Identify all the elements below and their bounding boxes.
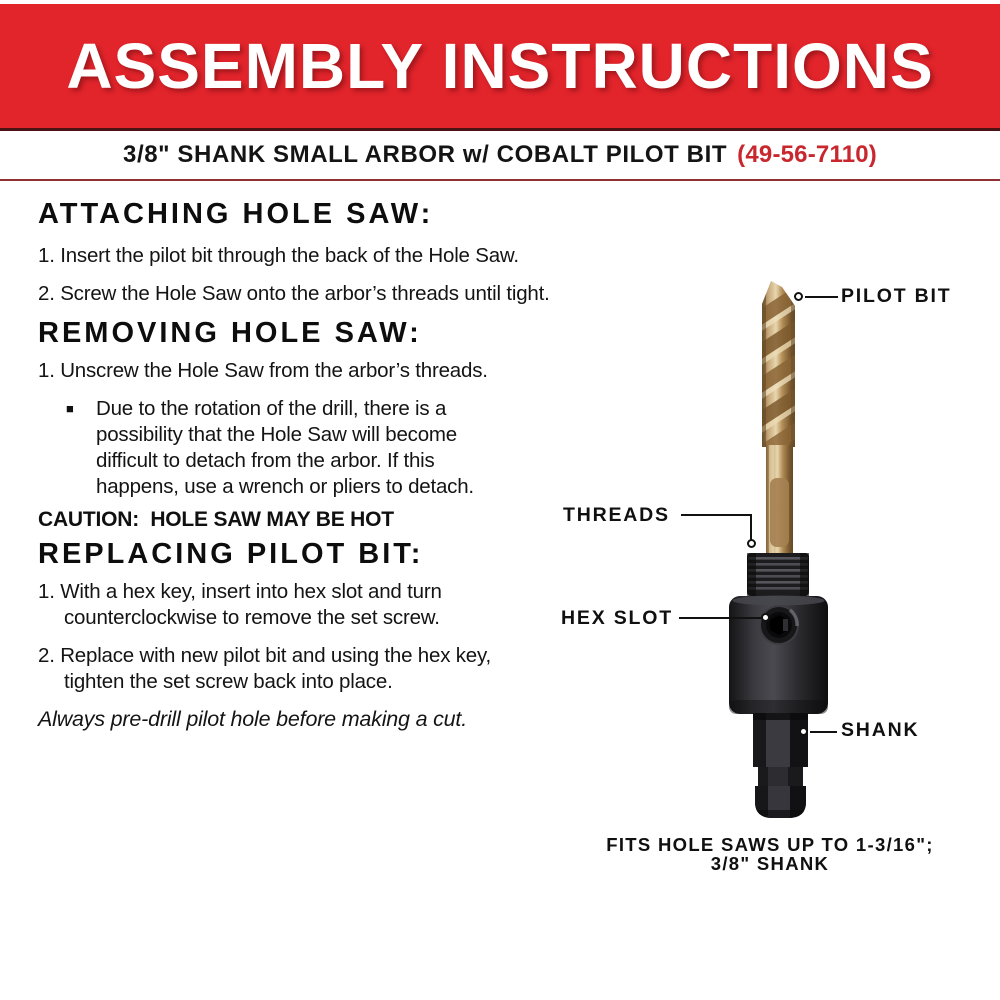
instructions-column xyxy=(38,200,553,732)
hex-slot-label: HEX SLOT xyxy=(561,607,673,629)
bullet-line: possibility that the Hole Saw will become xyxy=(96,423,457,446)
threads-marker xyxy=(747,539,756,548)
bullet-line: Due to the rotation of the drill, there is a xyxy=(96,397,447,420)
bullet-note xyxy=(66,396,553,500)
list-item xyxy=(38,643,553,695)
bullet-square-icon: ■ xyxy=(66,401,74,416)
caution-text: CAUTION: HOLE SAW MAY BE HOT xyxy=(38,508,394,531)
page-title: ASSEMBLY INSTRUCTIONS xyxy=(66,30,934,102)
list-item-line: counterclockwise to remove the set screw. xyxy=(64,606,440,629)
hex-slot-marker xyxy=(761,613,770,622)
list-item xyxy=(38,243,553,269)
threads-label: THREADS xyxy=(563,504,670,526)
shank-marker xyxy=(799,727,808,736)
threads-leader-line xyxy=(750,514,752,542)
hex-slot-leader-line xyxy=(679,617,761,619)
product-name: 3/8" SHANK SMALL ARBOR w/ COBALT PILOT BIT xyxy=(123,141,728,168)
list-item-line: 1. With a hex key, insert into hex slot and turn xyxy=(38,580,442,603)
section-heading-removing: REMOVING HOLE SAW: xyxy=(38,317,422,349)
product-subtitle-row xyxy=(0,133,1000,177)
list-item xyxy=(38,579,553,631)
bullet-line: difficult to detach from the arbor. If this xyxy=(96,449,435,472)
list-item-line: tighten the set screw back into place. xyxy=(64,670,393,693)
list-item xyxy=(38,281,553,307)
threads-leader-line xyxy=(681,514,752,516)
list-item-line: 2. Screw the Hole Saw onto the arbor’s threads until tight. xyxy=(38,282,550,305)
list-item-line: 1. Unscrew the Hole Saw from the arbor’s threads. xyxy=(38,359,488,382)
shank-label: SHANK xyxy=(841,719,920,741)
section-heading-replacing: REPLACING PILOT BIT: xyxy=(38,538,424,570)
section-heading-attaching: ATTACHING HOLE SAW: xyxy=(38,198,434,230)
list-item xyxy=(38,358,553,384)
divider-line xyxy=(0,179,1000,181)
shank-leader-line xyxy=(810,731,837,733)
banner xyxy=(0,4,1000,131)
pilot-bit-leader-line xyxy=(805,296,838,298)
diagram-caption xyxy=(540,835,1000,873)
pilot-bit-marker xyxy=(794,292,803,301)
caption-line: FITS HOLE SAWS UP TO 1-3/16"; xyxy=(606,834,934,855)
part-number: (49-56-7110) xyxy=(737,141,877,168)
list-item-line: 1. Insert the pilot bit through the back of the Hole Saw. xyxy=(38,244,519,267)
pilot-bit-label: PILOT BIT xyxy=(841,285,952,307)
list-item-line: 2. Replace with new pilot bit and using the hex key, xyxy=(38,644,492,667)
pre-drill-note: Always pre-drill pilot hole before making a cut. xyxy=(38,707,467,731)
bullet-note-text xyxy=(96,396,474,500)
arbor-illustration xyxy=(540,230,1000,850)
bullet-line: happens, use a wrench or pliers to detach. xyxy=(96,475,474,498)
caption-line: 3/8" SHANK xyxy=(710,853,830,874)
